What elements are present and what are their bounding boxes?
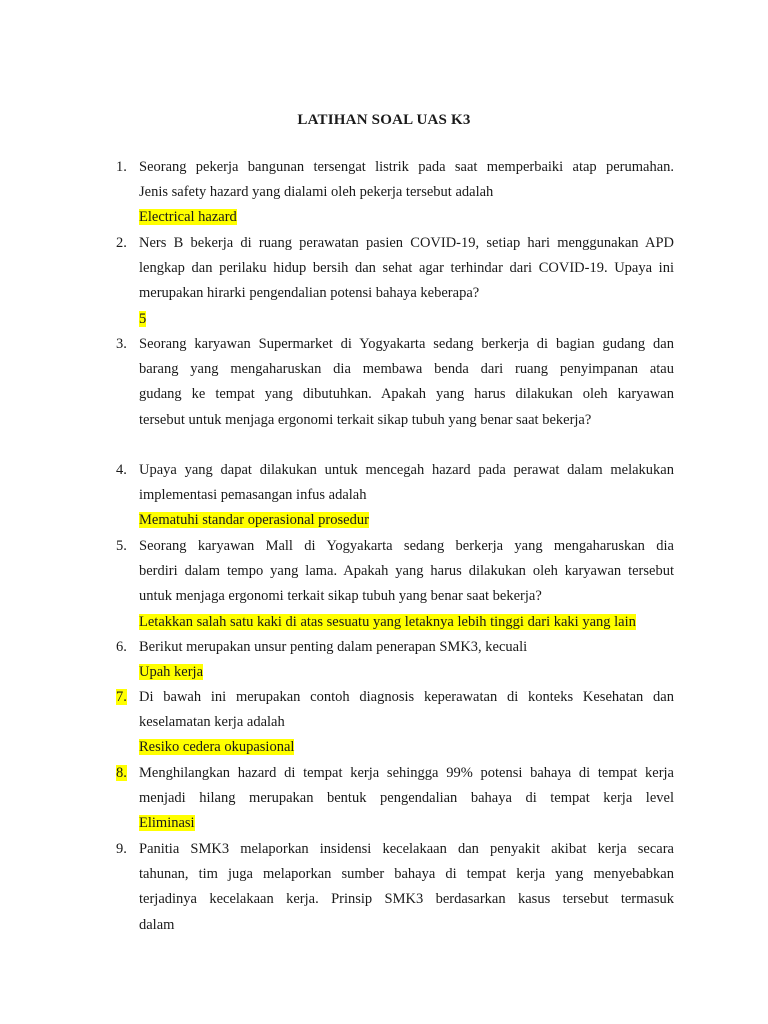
question-number: 1. (116, 159, 127, 175)
question-number (116, 761, 138, 786)
answer-highlight: Electrical hazard (139, 209, 237, 226)
question-text-line: Seorang karyawan Mall di Yogyakarta sedang berkerja yang mengaharuskan dia (139, 538, 674, 554)
question-text-line: Berikut merupakan unsur penting dalam penerapan SMK3, kecuali (139, 639, 528, 655)
question-number-highlight: 7. (116, 689, 127, 705)
question-text-line: gudang ke tempat yang dibutuhkan. Apakah yang harus dilakukan oleh karyawan (139, 386, 674, 403)
question-text-line: terjadinya kecelakaan kerja. Prinsip SMK3 berdasarkan kasus tersebut termasuk (139, 891, 674, 908)
question-text-line: Ners B bekerja di ruang perawatan pasien COVID-19, setiap hari menggunakan APD (139, 235, 674, 251)
page-title: LATIHAN SOAL UAS K3 (297, 112, 471, 128)
question-number: 6. (116, 639, 127, 655)
answer-highlight: Resiko cedera okupasional (139, 739, 295, 756)
question-number (116, 685, 138, 710)
question-text-line: implementasi pemasangan infus adalah (139, 487, 367, 504)
question-text-line: tahunan, tim juga melaporkan sumber bahaya di tempat kerja yang menyebabkan (139, 866, 674, 883)
question-number-highlight: 8. (116, 765, 127, 781)
question-text-line: merupakan hirarki pengendalian potensi bahaya keberapa? (139, 285, 480, 302)
question-text-line: Jenis safety hazard yang dialami oleh pekerja tersebut adalah (139, 184, 494, 201)
answer-highlight: 5 (139, 310, 147, 327)
question-text-line: berdiri dalam tempo yang lama. Apakah yang harus dilakukan oleh karyawan tersebut (139, 563, 674, 580)
question-text-line: untuk menjaga ergonomi terkait sikap tubuh yang benar saat bekerja? (139, 588, 542, 605)
question-text-line: menjadi hilang merupakan bentuk pengendalian bahaya di tempat kerja level (139, 790, 674, 807)
question-text-line: Seorang karyawan Supermarket di Yogyakarta sedang berkerja di bagian gudang dan (139, 336, 674, 352)
question-text-line: dalam (139, 916, 175, 933)
question-text-line: Upaya yang dapat dilakukan untuk mencegah hazard pada perawat dalam melakukan (139, 462, 674, 478)
question-text-line: tersebut untuk menjaga ergonomi terkait sikap tubuh yang benar saat bekerja? (139, 411, 592, 428)
answer-highlight: Eliminasi (139, 815, 195, 832)
question-text-line: Di bawah ini merupakan contoh diagnosis keperawatan di konteks Kesehatan dan (139, 689, 674, 705)
question-text-line: Panitia SMK3 melaporkan insidensi kecelakaan dan penyakit akibat kerja secara (139, 841, 674, 857)
question-text-line: Seorang pekerja bangunan tersengat listrik pada saat memperbaiki atap perumahan. (139, 159, 674, 175)
question-number: 5. (116, 538, 127, 554)
question-number: 2. (116, 235, 127, 251)
question-text-line: Menghilangkan hazard di tempat kerja sehingga 99% potensi bahaya di tempat kerja (139, 765, 674, 781)
answer-highlight: Upah kerja (139, 664, 204, 681)
question-number: 3. (116, 336, 127, 352)
question-number: 4. (116, 462, 127, 478)
question-number: 9. (116, 841, 127, 857)
question-text-line: barang yang mengaharuskan dia membawa benda dari ruang penyimpanan atau (139, 361, 674, 378)
question-text-line: keselamatan kerja adalah (139, 714, 285, 731)
answer-highlight: Letakkan salah satu kaki di atas sesuatu yang letaknya lebih tinggi dari kaki yang lain (139, 613, 636, 630)
question-text-line: lengkap dan perilaku hidup bersih dan sehat agar terhindar dari COVID-19. Upaya ini (139, 260, 674, 277)
answer-highlight: Mematuhi standar operasional prosedur (139, 512, 369, 529)
